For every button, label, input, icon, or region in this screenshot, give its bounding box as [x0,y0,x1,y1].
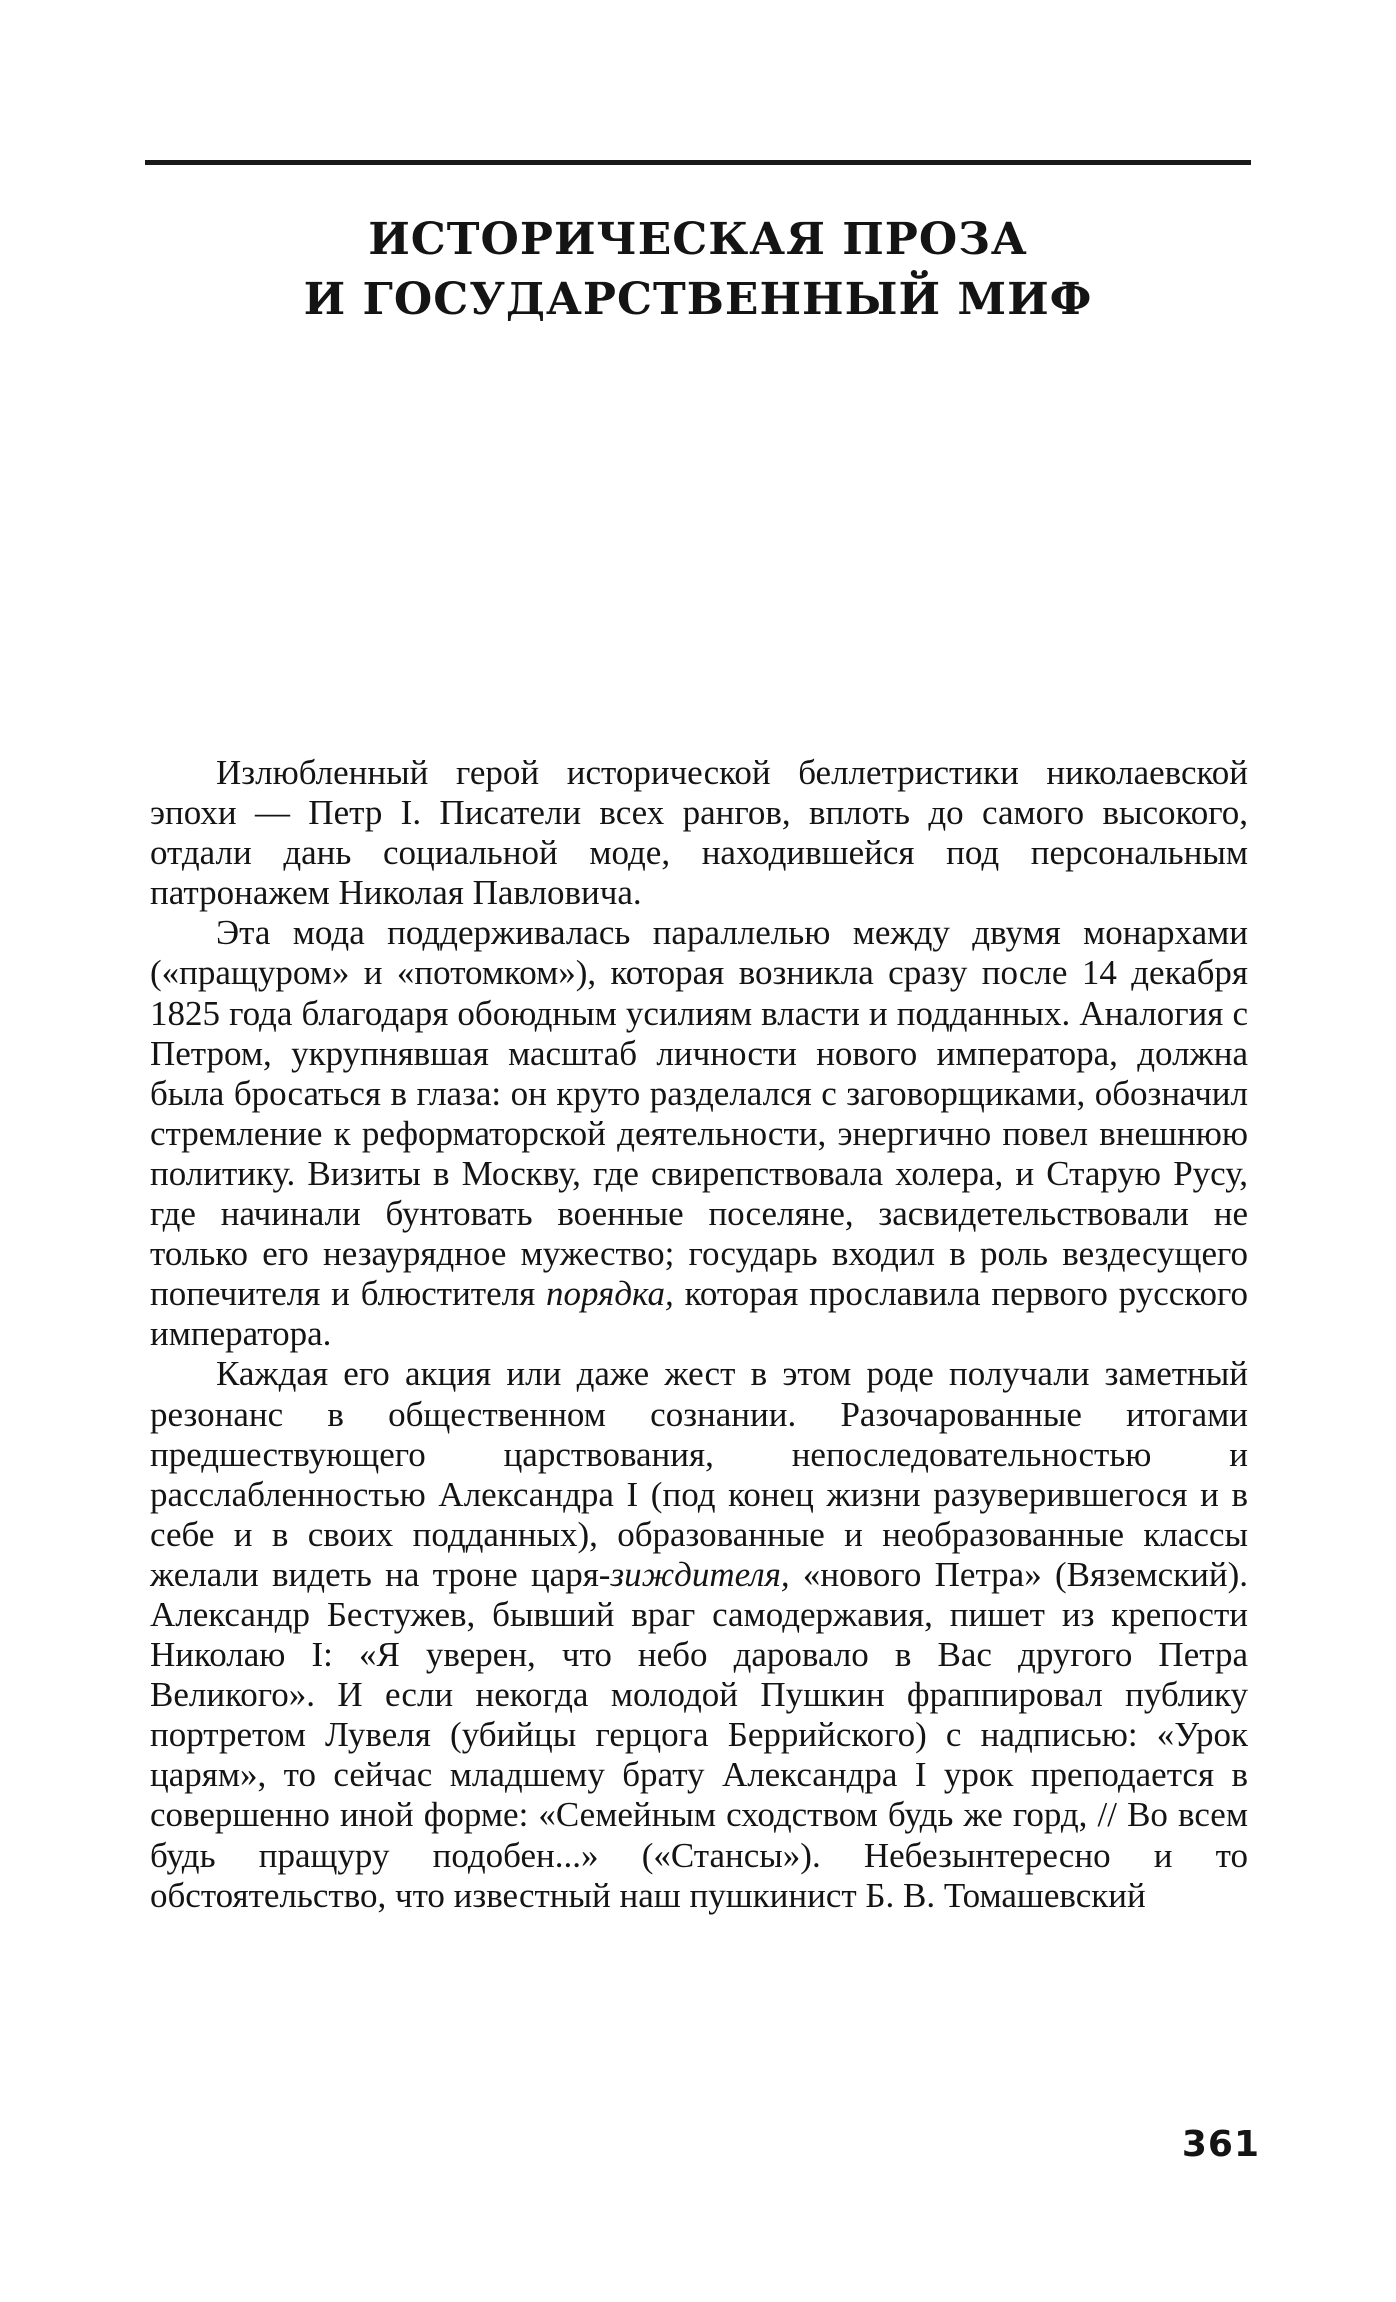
page-number: 361 [1181,2124,1260,2165]
paragraph-1-text: Излюбленный герой исторической беллетристики николаевской эпохи — Петр I. Писатели всех рангов, вплоть до самого высокого, отдали дань социальной моде, находившейся под персональным патронажем Николая Павловича. [150,753,1248,913]
paragraph-1 [150,753,1248,913]
chapter-title-line-2: И ГОСУДАРСТВЕННЫЙ МИФ [303,274,1093,325]
paragraph-3-text-before: Каждая его акция или даже жест в этом роде получали заметный резонанс в общественном сознании. Разочарованные итогами предшествующего царствования, непоследовательностью и расслабленностью Александра I (под конец жизни разуверившегося и в себе и в своих подданных), образованные и необразованные классы желали видеть на троне царя- [150,1354,1248,1594]
paragraph-2 [150,913,1248,1354]
paragraph-3 [150,1354,1248,1915]
paragraph-2-emphasis: порядка, [546,1274,674,1314]
paragraph-3-emphasis: зиждителя, [610,1554,790,1594]
top-rule [145,160,1251,165]
paragraph-3-text-after: «нового Петра» (Вяземский). Александр Бестужев, бывший враг самодержавия, пишет из крепости Николаю I: «Я уверен, что небо даровало в Вас другого Петра Великого». И если некогда молодой Пушкин фраппировал публику портретом Лувеля (убийцы герцога Беррийского) с надписью: «Урок царям», то сейчас младшему брату Александра I урок преподается в совершенно иной форме: «Семейным сходством будь же горд, // Во всем будь пращуру подобен...» («Стансы»). Небезынтересно и то обстоятельство, что известный наш пушкинист Б. В. Томашевский [150,1554,1248,1915]
paragraph-2-text-before: Эта мода поддерживалась параллелью между двумя монархами («пращуром» и «потомком»), которая возникла сразу после 14 декабря 1825 года благодаря обоюдным усилиям власти и подданных. Аналогия с Петром, укрупнявшая масштаб личности нового императора, должна была бросаться в глаза: он круто разделался с заговорщиками, обозначил стремление к реформаторской деятельности, энергично повел внешнюю политику. Визиты в Москву, где свирепствовала холера, и Старую Русу, где начинали бунтовать военные поселяне, засвидетельствовали не только его незаурядное мужество; государь входил в роль вездесущего попечителя и блюстителя [150,913,1248,1314]
paragraph-2-text-after: которая прославила первого русского императора. [150,1274,1248,1354]
chapter-title-line-1: ИСТОРИЧЕСКАЯ ПРОЗА [368,214,1028,265]
body-text [150,753,1248,1916]
chapter-title [145,210,1251,330]
